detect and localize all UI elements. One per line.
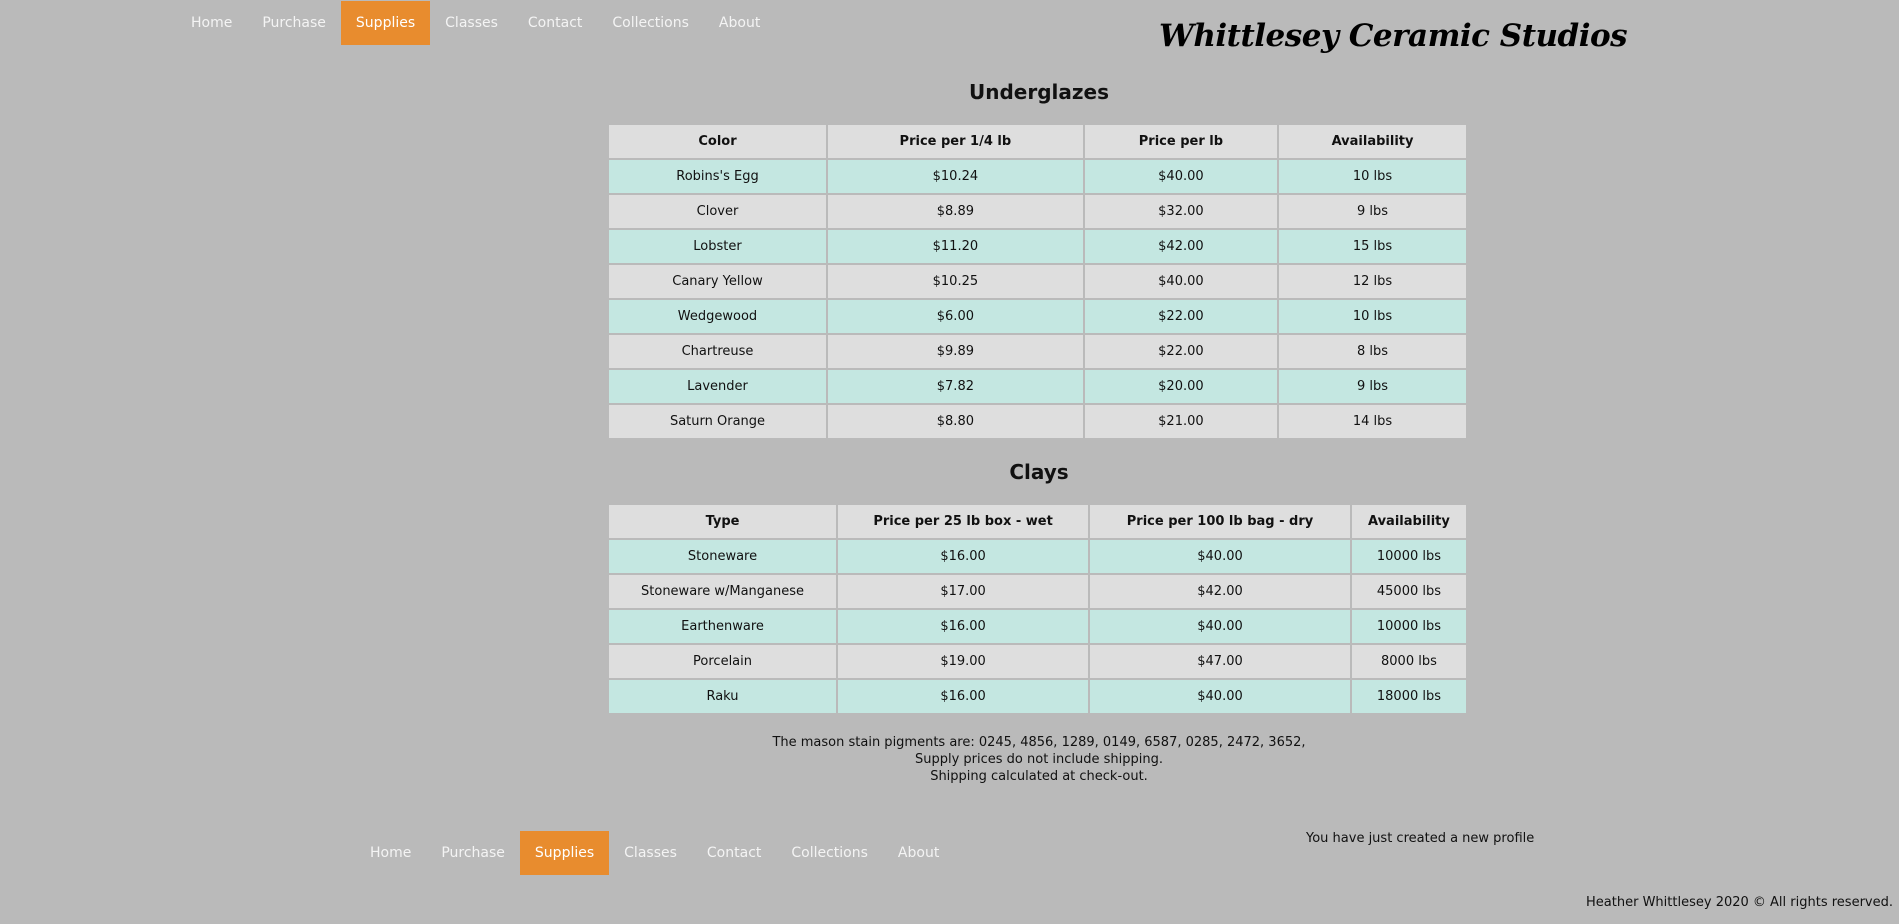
bottom-nav-link-about[interactable]: About [897,845,940,861]
table-cell: Clover [609,195,826,228]
table-row [609,300,1466,333]
table-row [609,680,1466,713]
copyright: Heather Whittlesey 2020 © All rights reserved. [1586,895,1893,910]
table-cell: $17.00 [838,575,1088,608]
table-row [609,160,1466,193]
underglazes-table [607,123,1468,440]
table-cell: $40.00 [1090,680,1350,713]
top-nav-link-collections[interactable]: Collections [612,15,689,31]
table-cell: Lobster [609,230,826,263]
table-row [609,370,1466,403]
table-cell: $8.80 [828,405,1083,438]
table-cell: $40.00 [1085,160,1277,193]
table-row [609,575,1466,608]
column-header: Price per 25 lb box - wet [838,505,1088,538]
clays-heading: Clays [1009,460,1069,484]
column-header: Price per lb [1085,125,1277,158]
top-nav [176,1,775,45]
table-cell: 8000 lbs [1352,645,1466,678]
table-cell: Porcelain [609,645,836,678]
table-cell: Saturn Orange [609,405,826,438]
bottom-nav [355,831,954,875]
top-nav-link-purchase[interactable]: Purchase [262,15,326,31]
table-cell: $22.00 [1085,335,1277,368]
shipping-note: Supply prices do not include shipping. [914,752,1164,767]
clays-table [607,503,1468,715]
table-cell: $40.00 [1090,610,1350,643]
column-header: Availability [1279,125,1466,158]
table-cell: $11.20 [828,230,1083,263]
table-row [609,405,1466,438]
table-cell: $9.89 [828,335,1083,368]
top-nav-link-home[interactable]: Home [191,15,233,31]
bottom-nav-link-collections[interactable]: Collections [791,845,868,861]
table-cell: $6.00 [828,300,1083,333]
table-cell: $40.00 [1085,265,1277,298]
table-cell: 15 lbs [1279,230,1466,263]
column-header: Availability [1352,505,1466,538]
table-cell: 10 lbs [1279,300,1466,333]
table-cell: Canary Yellow [609,265,826,298]
table-cell: 45000 lbs [1352,575,1466,608]
table-cell: 14 lbs [1279,405,1466,438]
table-cell: $47.00 [1090,645,1350,678]
site-title: Whittlesey Ceramic Studios [1159,18,1628,54]
supply-notes [0,734,1899,785]
column-header: Price per 100 lb bag - dry [1090,505,1350,538]
table-header-row [609,125,1466,158]
top-nav-link-about[interactable]: About [718,15,761,31]
profile-message: You have just created a new profile [1306,831,1535,846]
table-cell: $8.89 [828,195,1083,228]
table-row [609,195,1466,228]
table-row [609,610,1466,643]
table-row [609,645,1466,678]
table-cell: $10.24 [828,160,1083,193]
table-cell: 18000 lbs [1352,680,1466,713]
table-cell: $40.00 [1090,540,1350,573]
table-header-row [609,505,1466,538]
table-cell: Stoneware [609,540,836,573]
table-cell: $42.00 [1090,575,1350,608]
bottom-nav-link-classes[interactable]: Classes [624,845,677,861]
table-cell: 10000 lbs [1352,540,1466,573]
table-cell: $42.00 [1085,230,1277,263]
table-cell: $20.00 [1085,370,1277,403]
table-cell: 9 lbs [1279,195,1466,228]
table-cell: $7.82 [828,370,1083,403]
top-nav-link-contact[interactable]: Contact [527,15,583,31]
bottom-nav-link-supplies[interactable]: Supplies [520,831,609,875]
bottom-nav-link-purchase[interactable]: Purchase [441,845,505,861]
pigments-note: The mason stain pigments are: 0245, 4856, 1289, 0149, 6587, 0285, 2472, 3652, [772,735,1306,750]
table-cell: $16.00 [838,540,1088,573]
table-cell: 10 lbs [1279,160,1466,193]
column-header: Price per 1/4 lb [828,125,1083,158]
table-cell: Chartreuse [609,335,826,368]
top-nav-link-supplies[interactable]: Supplies [341,1,430,45]
table-row [609,230,1466,263]
top-nav-link-classes[interactable]: Classes [445,15,498,31]
checkout-note: Shipping calculated at check-out. [930,769,1148,784]
underglazes-heading: Underglazes [969,80,1109,104]
table-cell: $10.25 [828,265,1083,298]
bottom-nav-link-contact[interactable]: Contact [706,845,762,861]
table-row [609,540,1466,573]
bottom-nav-link-home[interactable]: Home [370,845,412,861]
table-cell: Raku [609,680,836,713]
table-cell: 9 lbs [1279,370,1466,403]
column-header: Color [609,125,826,158]
table-cell: Lavender [609,370,826,403]
table-cell: $22.00 [1085,300,1277,333]
table-cell: $16.00 [838,610,1088,643]
table-cell: $19.00 [838,645,1088,678]
table-cell: 12 lbs [1279,265,1466,298]
table-row [609,335,1466,368]
table-cell: 8 lbs [1279,335,1466,368]
table-cell: Earthenware [609,610,836,643]
table-cell: Wedgewood [609,300,826,333]
table-cell: Stoneware w/Manganese [609,575,836,608]
table-cell: $16.00 [838,680,1088,713]
table-cell: 10000 lbs [1352,610,1466,643]
table-cell: Robins's Egg [609,160,826,193]
table-row [609,265,1466,298]
table-cell: $32.00 [1085,195,1277,228]
table-cell: $21.00 [1085,405,1277,438]
column-header: Type [609,505,836,538]
